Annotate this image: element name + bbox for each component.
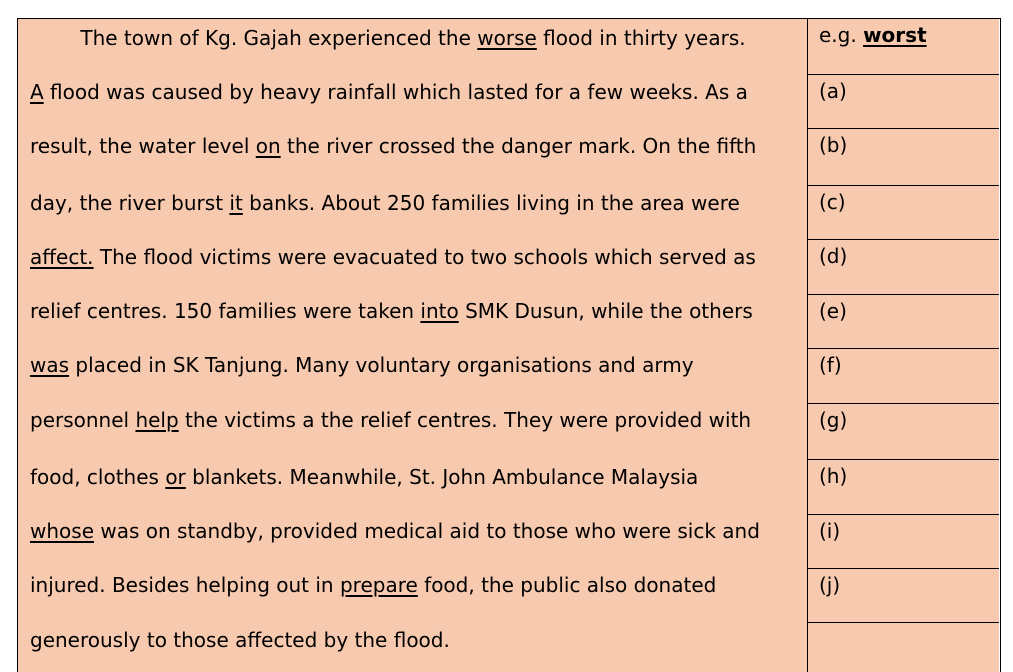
answer-label: (c) [819, 190, 846, 214]
underlined-error-word: A [30, 80, 44, 104]
answer-label: (e) [819, 299, 847, 323]
passage-text-segment: relief centres. 150 families were taken [30, 299, 421, 323]
passage-text-segment: injured. Besides helping out in [30, 573, 340, 597]
answer-cell [808, 295, 999, 349]
passage-text-segment: result, the water level [30, 134, 256, 158]
underlined-error-word: help [135, 408, 179, 432]
passage-text-segment: the victims a the relief centres. They were provided with [178, 408, 752, 432]
answer-label: (b) [819, 133, 848, 157]
underlined-error-word: was [30, 353, 70, 377]
passage-text-segment: placed in SK Tanjung. Many voluntary organisations and army [69, 353, 694, 377]
answer-cell [808, 460, 999, 515]
exercise-table [17, 18, 1001, 672]
passage-text-segment: the river crossed the danger mark. On the fifth [280, 134, 757, 158]
passage-text-segment: flood in thirty years. [536, 26, 746, 50]
underlined-error-word: whose [30, 519, 94, 543]
underlined-error-word: prepare [339, 573, 418, 597]
passage-line [30, 243, 800, 271]
answer-label: (h) [819, 464, 848, 488]
answer-cell [808, 404, 999, 460]
passage-text-segment: flood was caused by heavy rainfall which lasted for a few weeks. As a [43, 80, 748, 104]
underlined-error-word: it [229, 191, 243, 215]
passage-text-segment: personnel [30, 408, 136, 432]
answer-label: (g) [819, 408, 848, 432]
underlined-error-word: worse [477, 26, 537, 50]
answer-label: (d) [819, 244, 848, 268]
passage-line [18, 24, 808, 52]
answer-cell [808, 75, 999, 129]
underlined-error-word: into [420, 299, 459, 323]
underlined-error-word: or [165, 465, 186, 489]
passage-line [30, 463, 800, 491]
passage-text-segment: day, the river burst [30, 191, 230, 215]
answer-cell [808, 349, 999, 404]
answer-label: (a) [819, 79, 847, 103]
answer-cell [808, 186, 999, 240]
answer-cell [808, 129, 999, 186]
answer-cell [808, 569, 999, 623]
answer-label: (f) [819, 353, 842, 377]
example-answer: worst [863, 23, 927, 47]
passage-text-segment: was on standby, provided medical aid to those who were sick and [94, 519, 760, 543]
passage-line [30, 351, 800, 379]
passage-line [30, 297, 800, 325]
passage-text-segment: banks. About 250 families living in the area were [242, 191, 740, 215]
passage-text-segment: The flood victims were evacuated to two schools which served as [93, 245, 756, 269]
passage-column [18, 19, 808, 672]
passage-line [30, 626, 800, 654]
answer-label: (j) [819, 573, 841, 597]
passage-text-segment: The town of Kg. Gajah experienced the [80, 26, 478, 50]
answer-column [808, 19, 999, 672]
passage-text-segment: generously to those affected by the flood. [30, 628, 450, 652]
underlined-error-word: on [255, 134, 281, 158]
answer-cell [808, 240, 999, 295]
passage-line [30, 517, 800, 545]
passage-text-segment: food, clothes [30, 465, 166, 489]
passage-line [30, 78, 800, 106]
example-label: e.g. worst [819, 23, 927, 47]
answer-label: (i) [819, 519, 841, 543]
underlined-error-word: affect. [30, 245, 94, 269]
passage-line [30, 189, 800, 217]
passage-text-segment: SMK Dusun, while the others [458, 299, 753, 323]
answer-cell-example [808, 19, 999, 75]
passage-line [30, 406, 800, 434]
passage-text-segment: food, the public also donated [417, 573, 717, 597]
answer-cell [808, 515, 999, 569]
passage-line [30, 132, 800, 160]
passage-text-segment: blankets. Meanwhile, St. John Ambulance Malaysia [185, 465, 699, 489]
passage-line [30, 571, 800, 599]
